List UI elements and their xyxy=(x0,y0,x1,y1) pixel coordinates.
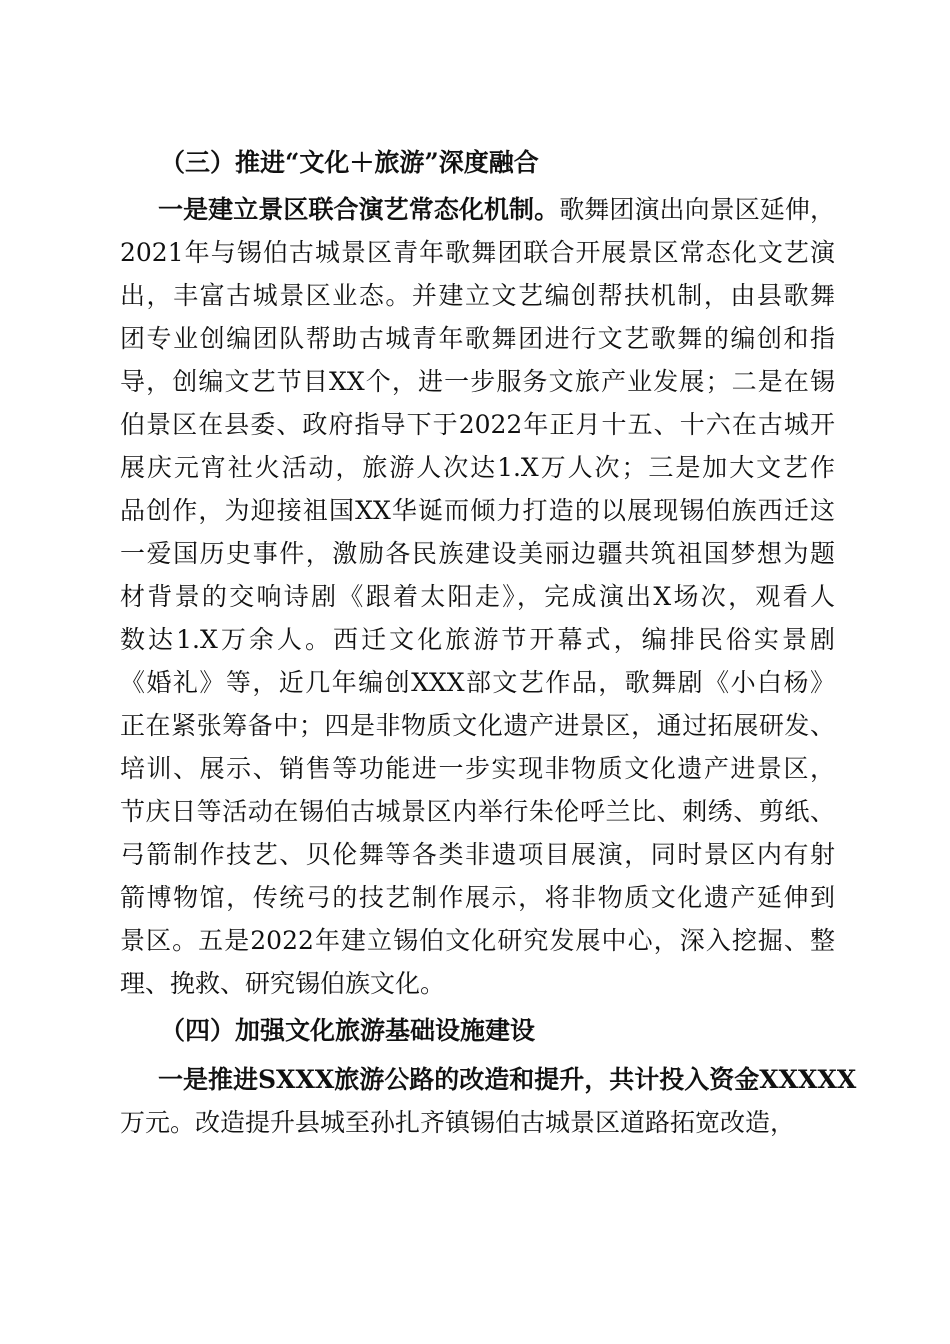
paragraph-line: 一爱国历史事件，激励各民族建设美丽边疆共筑祖国梦想为题 xyxy=(120,539,835,568)
paragraph-line: 弓箭制作技艺、贝伦舞等各类非遗项目展演，同时景区内有射 xyxy=(120,840,835,869)
paragraph-line: 《婚礼》等，近几年编创XXX部文艺作品，歌舞剧《小白杨》 xyxy=(120,668,835,697)
paragraph-line: 2021年与锡伯古城景区青年歌舞团联合开展景区常态化文艺演 xyxy=(120,238,835,267)
paragraph-text: 歌舞团演出向景区延伸， xyxy=(559,195,835,224)
paragraph-line: 材背景的交响诗剧《跟着太阳走》，完成演出X场次，观看人 xyxy=(120,582,835,611)
paragraph-line xyxy=(158,1060,857,1100)
paragraph-line: 导，创编文艺节目XX个，进一步服务文旅产业发展；二是在锡 xyxy=(120,367,835,396)
paragraph-line: 团专业创编团队帮助古城青年歌舞团进行文艺歌舞的编创和指 xyxy=(120,324,835,353)
paragraph-line: 品创作，为迎接祖国XX华诞而倾力打造的以展现锡伯族西迁这 xyxy=(120,496,835,525)
paragraph-line: 伯景区在县委、政府指导下于2022年正月十五、十六在古城开 xyxy=(120,410,835,439)
paragraph-line: 正在紧张筹备中；四是非物质文化遗产进景区，通过拓展研发、 xyxy=(120,711,835,740)
section-heading: （三）推进“文化＋旅游”深度融合 xyxy=(160,148,539,177)
paragraph-line: 数达1.X万余人。西迁文化旅游节开幕式，编排民俗实景剧 xyxy=(120,625,835,654)
paragraph-line: 箭博物馆，传统弓的技艺制作展示，将非物质文化遗产延伸到 xyxy=(120,883,835,912)
paragraph-line: 节庆日等活动在锡伯古城景区内举行朱伦呼兰比、刺绣、剪纸、 xyxy=(120,797,835,826)
paragraph-line: 出，丰富古城景区业态。并建立文艺编创帮扶机制，由县歌舞 xyxy=(120,281,835,310)
section-heading: （四）加强文化旅游基础设施建设 xyxy=(160,1016,536,1045)
paragraph-line xyxy=(158,190,835,230)
paragraph-line: 景区。五是2022年建立锡伯文化研究发展中心，深入挖掘、整 xyxy=(120,926,835,955)
paragraph-lead: 一是建立景区联合演艺常态化机制。 xyxy=(158,195,560,224)
paragraph-line: 培训、展示、销售等功能进一步实现非物质文化遗产进景区， xyxy=(120,754,835,783)
paragraph-line: 理、挽救、研究锡伯族文化。 xyxy=(120,969,446,998)
paragraph-line: 万元。改造提升县城至孙扎齐镇锡伯古城景区道路拓宽改造， xyxy=(120,1108,796,1137)
paragraph-lead: 一是推进SXXX旅游公路的改造和提升，共计投入资金XXXXX xyxy=(158,1065,857,1094)
paragraph-line: 展庆元宵社火活动，旅游人次达1.X万人次；三是加大文艺作 xyxy=(120,453,835,482)
